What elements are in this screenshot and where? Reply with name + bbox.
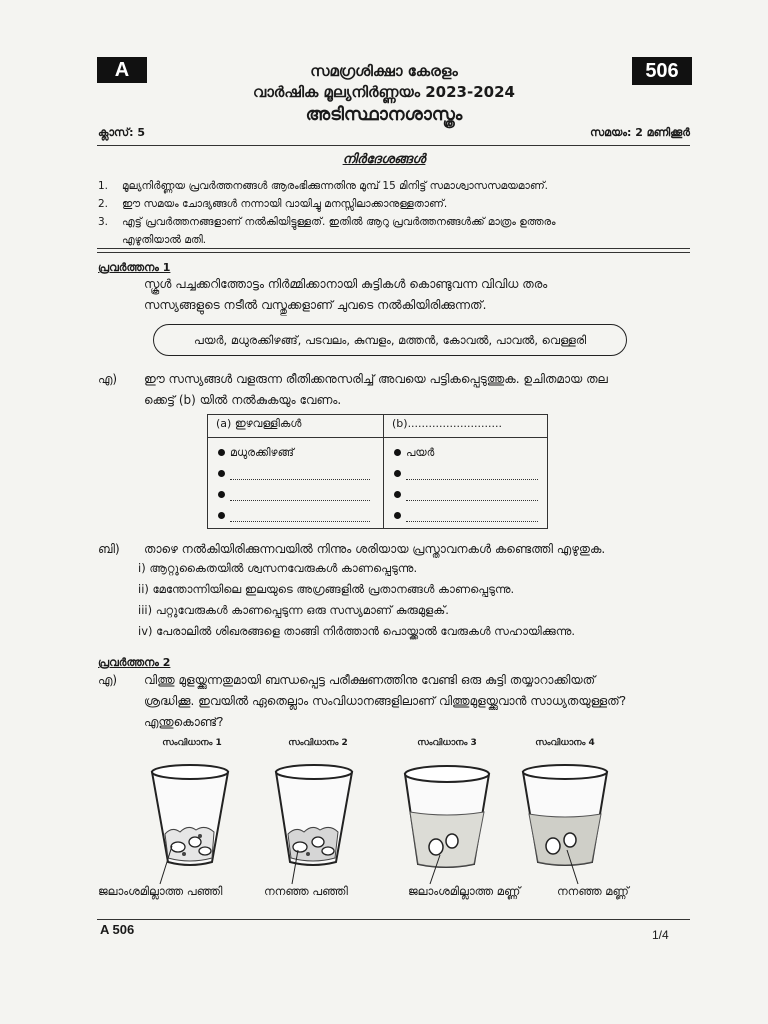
setup-1-title: സംവിധാനം 1 (162, 738, 222, 748)
answer-blank[interactable] (384, 505, 547, 526)
table-header-a: (a) ഇഴവള്ളികൾ (216, 417, 302, 430)
cup-3-dry-soil (405, 766, 489, 884)
setup-2-caption: നനഞ്ഞ പഞ്ഞി (264, 884, 348, 898)
setup-1-caption: ജലാംശമില്ലാത്ത പഞ്ഞി (98, 884, 223, 898)
setup-2-title: സംവിധാനം 2 (288, 738, 348, 748)
question-1b-label: ബി) (98, 542, 120, 556)
setup-3-title: സംവിധാനം 3 (417, 738, 477, 748)
instructions-divider-top (97, 248, 690, 249)
instruction-item: 2. ഈ സമയം ചോദ്യങ്ങൾ നന്നായി വായിച്ചു മനസ്സിലാക്കാനുള്ളതാണ്. (98, 198, 448, 210)
page-number: 1/4 (652, 928, 669, 942)
header-divider (97, 145, 690, 146)
cup-1-dry-cotton (152, 765, 228, 884)
instruction-item: 3. എട്ട് പ്രവർത്തനങ്ങളാണ് നൽകിയിട്ടുള്ളത്. ഇതിൽ ആറു പ്രവർത്തനങ്ങൾക്ക് മാത്രം ഉത്തരം (98, 216, 556, 228)
instructions-divider-bottom (97, 252, 690, 253)
version-badge: A (97, 57, 147, 83)
question-1a-text: ഈ സസ്യങ്ങൾ വളരുന്ന രീതിക്കനുസരിച്ച് അവയെ പട്ടികപ്പെടുത്തുക. ഉചിതമായ തല ക്കെട്ട് (b) യിൽ നൽകുകയും വേണം. (144, 372, 608, 407)
cup-2-wet-cotton (276, 765, 352, 884)
question-2a-label: എ) (98, 673, 118, 687)
question-2a-text: വിത്തു മുളയ്ക്കുന്നതുമായി ബന്ധപ്പെട്ട പരീക്ഷണത്തിനു വേണ്ടി ഒരു കുട്ടി തയ്യാറാക്കിയത് ശ്രദ്ധിക്കൂ. ഇവയിൽ ഏതെല്ലാം സംവിധാനങ്ങളിലാണ് വിത്തുമുളയ്ക്കുവാൻ സാധ്യതയുള്ളത്? എന്തുകൊണ്ട്? (144, 673, 627, 729)
scheme-title: സമഗ്രശിക്ഷാ കേരളം (310, 62, 458, 80)
question-1a-label: എ) (98, 372, 118, 386)
footer-divider (97, 919, 690, 920)
answer-blank[interactable] (384, 463, 547, 484)
statement-item: i) ആറ്റുകൈതയിൽ ശ്വസനവേരുകൾ കാണപ്പെടുന്നു. (138, 561, 418, 575)
answer-blank[interactable] (384, 484, 547, 505)
instructions-heading: നിർദേശങ്ങൾ (342, 152, 426, 167)
plant-list-box: പയർ, മധുരക്കിഴങ്ങ്, പടവലം, കുമ്പളം, മത്തൻ, കോവൽ, പാവൽ, വെള്ളരി (153, 324, 627, 356)
question-1b-text: താഴെ നൽകിയിരിക്കുന്നവയിൽ നിന്നും ശരിയായ പ്രസ്താവനകൾ കണ്ടെത്തി എഴുതുക. (144, 542, 606, 556)
instruction-item-continued: എഴുതിയാൽ മതി. (122, 234, 207, 246)
classification-table (207, 414, 548, 529)
table-header-b: (b)........................... (392, 417, 502, 430)
list-item: മധുരക്കിഴങ്ങ് (208, 442, 383, 463)
paper-code-badge: 506 (632, 57, 692, 85)
instruction-item: 1. മൂല്യനിർണ്ണയ പ്രവർത്തനങ്ങൾ ആരംഭിക്കുന്നതിനു മുമ്പ് 15 മിനിട്ട് സമാശ്വാസസമയമാണ്. (98, 180, 549, 192)
subject-title: അടിസ്ഥാനശാസ്ത്രം (305, 104, 463, 125)
setup-3-caption: ജലാംശമില്ലാത്ത മണ്ണ് (408, 884, 521, 898)
activity-1-label: പ്രവർത്തനം 1 (98, 261, 171, 274)
cup-4-wet-soil (523, 765, 607, 884)
list-item: പയർ (384, 442, 547, 463)
footer-code: A 506 (100, 922, 135, 937)
answer-blank[interactable] (208, 463, 383, 484)
class-label: ക്ലാസ്: 5 (98, 126, 146, 139)
setup-4-title: സംവിധാനം 4 (535, 738, 595, 748)
answer-blank[interactable] (208, 505, 383, 526)
statement-item: iii) പറ്റുവേരുകൾ കാണപ്പെടുന്ന ഒരു സസ്യമാണ് കുരുമുളക്. (138, 603, 449, 617)
activity-2-label: പ്രവർത്തനം 2 (98, 656, 171, 669)
statement-list (138, 558, 698, 642)
statement-item: iv) പേരാലിൽ ശിഖരങ്ങളെ താങ്ങി നിർത്താൻ പൊയ്ക്കാൽ വേരുകൾ സഹായിക്കുന്നു. (138, 624, 576, 638)
exam-title: വാർഷിക മൂല്യനിർണ്ണയം 2023-2024 (253, 83, 515, 101)
setup-4-caption: നനഞ്ഞ മണ്ണ് (557, 884, 629, 898)
time-label: സമയം: 2 മണിക്കൂർ (590, 126, 690, 139)
statement-item: ii) മേന്തോന്നിയിലെ ഇലയുടെ അഗ്രങ്ങളിൽ പ്രതാനങ്ങൾ കാണപ്പെടുന്നു. (138, 582, 515, 596)
answer-blank[interactable] (208, 484, 383, 505)
activity-1-intro: സ്കൂൾ പച്ചക്കറിത്തോട്ടം നിർമ്മിക്കാനായി കുട്ടികൾ കൊണ്ടുവന്ന വിവിധ തരം സസ്യങ്ങളുടെ നടീൽ വസ്തുക്കളാണ് ചുവടെ നൽകിയിരിക്കുന്നത്. (144, 277, 548, 312)
germination-setups-illustration (0, 750, 768, 900)
instructions-list (98, 177, 688, 249)
